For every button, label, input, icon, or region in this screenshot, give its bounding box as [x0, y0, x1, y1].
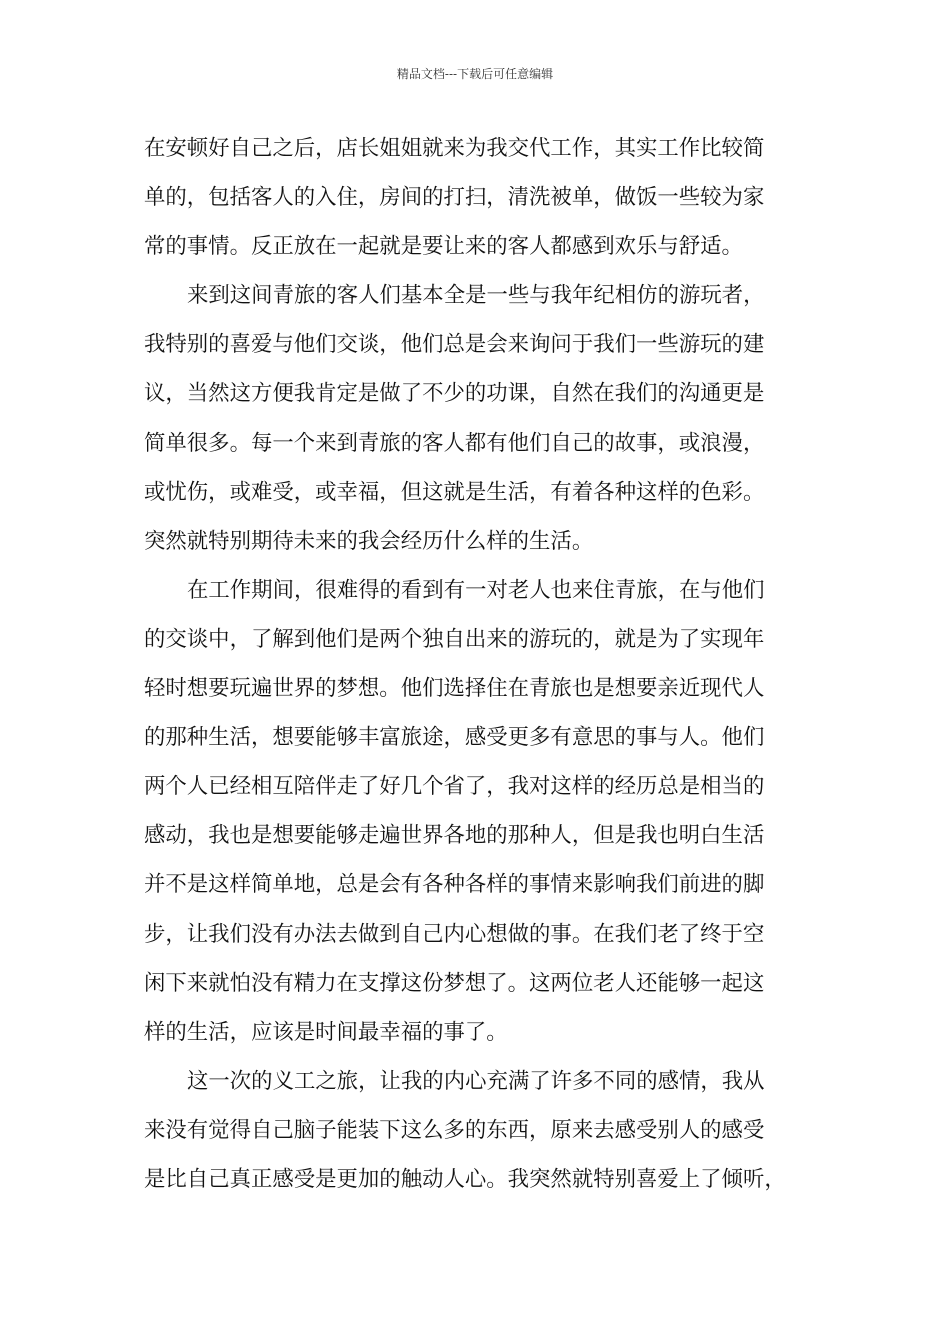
text-line: 是比自己真正感受是更加的触动人心。我突然就特别喜爱上了倾听，: [144, 1166, 786, 1192]
paragraph-first-line: 在工作期间，很难得的看到有一对老人也来住青旅，在与他们: [187, 577, 765, 603]
text-line: 我特别的喜爱与他们交谈，他们总是会来询问于我们一些游玩的建: [144, 332, 765, 358]
text-line: 的那种生活，想要能够丰富旅途，感受更多有意思的事与人。他们: [144, 725, 765, 751]
text-line: 突然就特别期待未来的我会经历什么样的生活。: [144, 528, 594, 554]
paragraph-first-line: 这一次的义工之旅，让我的内心充满了许多不同的感情，我从: [187, 1068, 765, 1094]
text-line: 轻时想要玩遍世界的梦想。他们选择住在青旅也是想要亲近现代人: [144, 676, 765, 702]
text-line: 或忧伤，或难受，或幸福，但这就是生活，有着各种这样的色彩。: [144, 479, 765, 505]
text-line: 在安顿好自己之后，店长姐姐就来为我交代工作，其实工作比较简: [144, 136, 765, 161]
paragraph-first-line: 来到这间青旅的客人们基本全是一些与我年纪相仿的游玩者，: [187, 283, 765, 309]
text-line: 两个人已经相互陪伴走了好几个省了，我对这样的经历总是相当的: [144, 774, 765, 800]
text-line: 简单很多。每一个来到青旅的客人都有他们自己的故事，或浪漫，: [144, 430, 765, 456]
text-line: 闲下来就怕没有精力在支撑这份梦想了。这两位老人还能够一起这: [144, 970, 765, 996]
page-header: 精品文档---下载后可任意编辑: [396, 67, 554, 81]
text-line: 单的，包括客人的入住，房间的打扫，清洗被单，做饭一些较为家: [144, 185, 765, 211]
document-body: [144, 124, 808, 1204]
text-line: 感动，我也是想要能够走遍世界各地的那种人，但是我也明白生活: [144, 823, 765, 849]
text-line: 的交谈中，了解到他们是两个独自出来的游玩的，就是为了实现年: [144, 626, 765, 652]
text-line: 常的事情。反正放在一起就是要让来的客人都感到欢乐与舒适。: [144, 234, 743, 260]
text-line: 步，让我们没有办法去做到自己内心想做的事。在我们老了终于空: [144, 921, 765, 947]
text-line: 并不是这样简单地，总是会有各种各样的事情来影响我们前进的脚: [144, 872, 765, 898]
text-line: 样的生活，应该是时间最幸福的事了。: [144, 1019, 508, 1045]
text-line: 议，当然这方便我肯定是做了不少的功课，自然在我们的沟通更是: [144, 381, 765, 407]
text-line: 来没有觉得自己脑子能装下这么多的东西，原来去感受别人的感受: [144, 1117, 765, 1143]
